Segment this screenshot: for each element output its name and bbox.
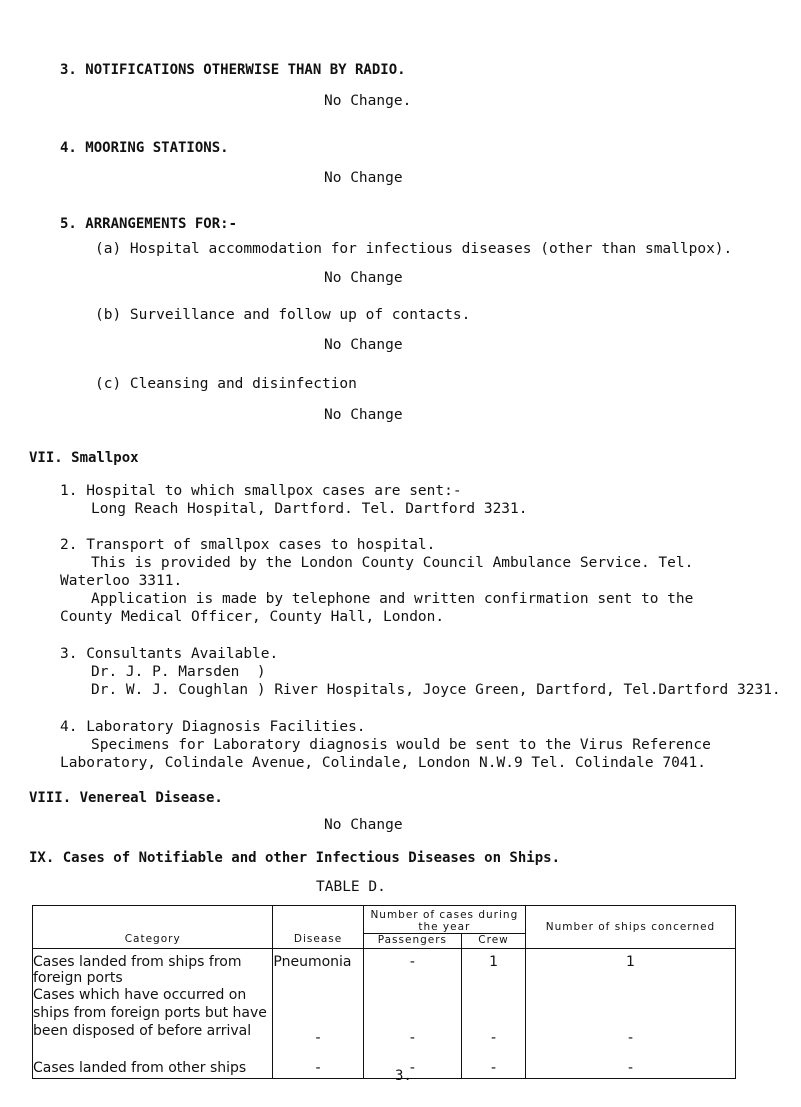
section-5b-label: (b) Surveillance and follow up of contacts. [95, 307, 471, 323]
row-1-disease: Pneumonia [273, 949, 363, 987]
section-3-heading: 3. NOTIFICATIONS OTHERWISE THAN BY RADIO. [60, 62, 406, 78]
row-1-category: Cases landed from ships from foreign ports [33, 949, 273, 987]
vii-item-2-line-4: Application is made by telephone and written confirmation sent to the [91, 591, 694, 607]
section-4-heading: 4. MOORING STATIONS. [60, 140, 229, 156]
vii-item-3-line-1: 3. Consultants Available. [60, 646, 279, 662]
section-viii-status: No Change [324, 817, 403, 833]
row-1-passengers: - [363, 949, 461, 987]
section-4-status: No Change [324, 170, 403, 186]
row-3-crew: - [462, 1046, 526, 1078]
section-5c-status: No Change [324, 407, 403, 423]
vii-item-2-line-1: 2. Transport of smallpox cases to hospital. [60, 537, 436, 553]
section-5b-status: No Change [324, 337, 403, 353]
section-viii-heading: VIII. Venereal Disease. [29, 790, 223, 806]
table-caption: TABLE D. [316, 879, 386, 895]
vii-item-1-line-2: Long Reach Hospital, Dartford. Tel. Dartford 3231. [91, 501, 528, 517]
vii-item-2-line-2: This is provided by the London County Council Ambulance Service. Tel. [91, 555, 694, 571]
vii-item-4-line-3: Laboratory, Colindale Avenue, Colindale, London N.W.9 Tel. Colindale 7041. [60, 755, 707, 771]
table-row [33, 1046, 736, 1078]
row-2-disease: - [273, 986, 363, 1046]
header-cases: Number of cases during the year [363, 906, 525, 934]
vii-item-3-line-3: Dr. W. J. Coughlan ) River Hospitals, Joyce Green, Dartford, Tel.Dartford 3231. [91, 682, 781, 698]
header-passengers: Passengers [363, 934, 461, 949]
section-5c-label: (c) Cleansing and disinfection [95, 376, 357, 392]
page-number: 3. [395, 1068, 412, 1084]
section-3-status: No Change. [324, 93, 412, 109]
header-disease: Disease [273, 906, 363, 949]
vii-item-3-line-2: Dr. J. P. Marsden ) [91, 664, 266, 680]
row-1-ships: 1 [525, 949, 735, 987]
header-ships: Number of ships concerned [525, 906, 735, 949]
table-row [33, 949, 736, 987]
section-ix-heading: IX. Cases of Notifiable and other Infectious Diseases on Ships. [29, 850, 561, 866]
vii-item-2-line-3: Waterloo 3311. [60, 573, 183, 589]
section-5-heading: 5. ARRANGEMENTS FOR:- [60, 216, 238, 232]
row-1-crew: 1 [462, 949, 526, 987]
row-3-disease: - [273, 1046, 363, 1078]
row-3-category: Cases landed from other ships [33, 1046, 273, 1078]
vii-item-4-line-1: 4. Laboratory Diagnosis Facilities. [60, 719, 366, 735]
vii-item-4-line-2: Specimens for Laboratory diagnosis would be sent to the Virus Reference [91, 737, 711, 753]
row-2-ships: - [525, 986, 735, 1046]
row-3-passengers: - [363, 1046, 461, 1078]
row-2-crew: - [462, 986, 526, 1046]
section-5a-label: (a) Hospital accommodation for infectious diseases (other than smallpox). [95, 241, 733, 257]
vii-item-2-line-5: County Medical Officer, County Hall, London. [60, 609, 445, 625]
header-crew: Crew [462, 934, 526, 949]
table-d [32, 905, 736, 1079]
row-2-passengers: - [363, 986, 461, 1046]
vii-item-1-line-1: 1. Hospital to which smallpox cases are sent:- [60, 483, 462, 499]
header-category: Category [33, 906, 273, 949]
row-2-category: Cases which have occurred on ships from foreign ports but have been disposed of before arrival [33, 986, 273, 1046]
table-row [33, 986, 736, 1046]
section-vii-heading: VII. Smallpox [29, 450, 139, 466]
row-3-ships: - [525, 1046, 735, 1078]
section-5a-status: No Change [324, 270, 403, 286]
